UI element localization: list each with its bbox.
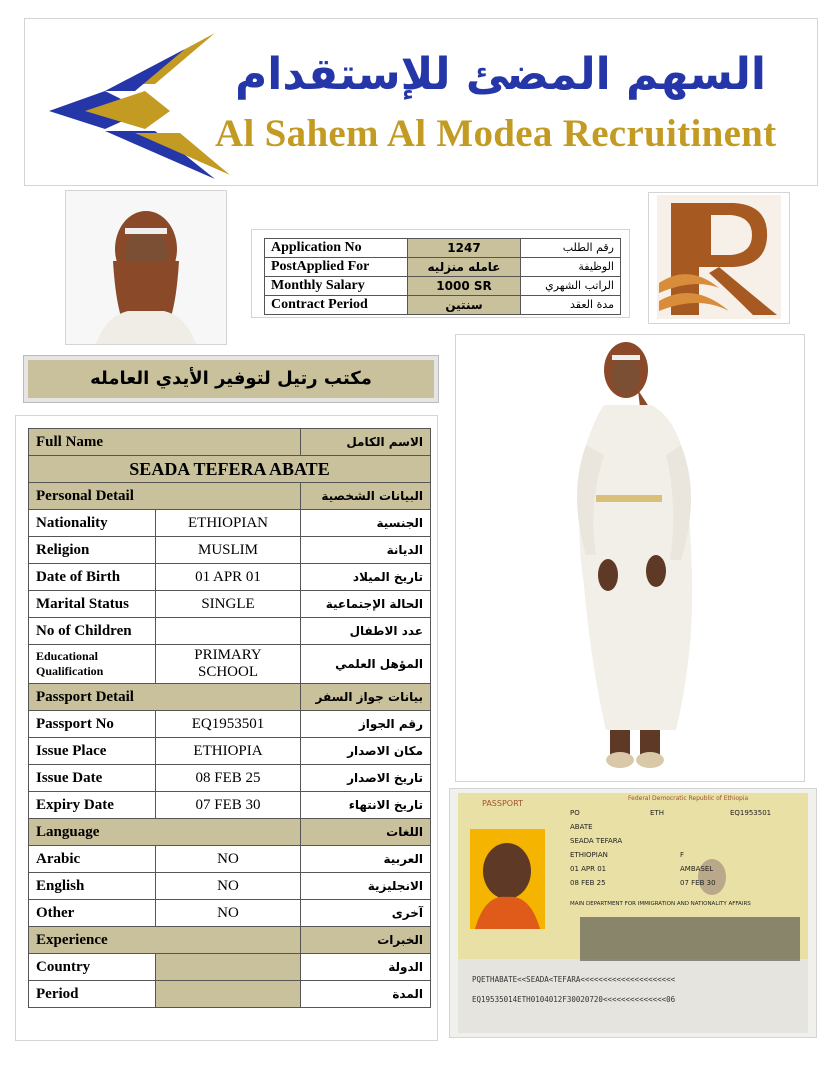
personal-detail-header <box>29 483 431 510</box>
passport-expiry-date: 07 FEB 30 <box>680 879 716 887</box>
passport-no-label: Passport No <box>29 711 156 738</box>
passport-detail-arabic: بيانات جواز السفر <box>301 684 431 711</box>
period-arabic: المدة <box>301 981 431 1008</box>
marital-status-value: SINGLE <box>156 591 301 618</box>
application-no-value: 1247 <box>408 239 521 258</box>
language-header <box>29 819 431 846</box>
personal-detail-label: Personal Detail <box>29 483 301 510</box>
application-info-box <box>251 229 630 318</box>
table-row <box>265 296 621 315</box>
arabic-lang-label: Arabic <box>29 846 156 873</box>
table-row <box>29 954 431 981</box>
language-arabic: اللغات <box>301 819 431 846</box>
application-no-label: Application No <box>265 239 408 258</box>
table-row <box>29 537 431 564</box>
english-lang-value: NO <box>156 873 301 900</box>
experience-header <box>29 927 431 954</box>
marital-status-arabic: الحالة الإجتماعية <box>301 591 431 618</box>
other-lang-arabic: آخرى <box>301 900 431 927</box>
table-row <box>29 510 431 537</box>
swoosh-logo-icon <box>45 29 235 179</box>
portrait-photo <box>65 190 227 345</box>
application-table <box>264 238 621 315</box>
table-row <box>29 645 431 684</box>
header-banner <box>24 18 818 186</box>
religion-arabic: الديانة <box>301 537 431 564</box>
passport-detail-label: Passport Detail <box>29 684 301 711</box>
full-body-image <box>456 335 804 781</box>
passport-nationality: ETHIOPIAN <box>570 851 608 859</box>
contract-period-value: سنتين <box>408 296 521 315</box>
table-row <box>29 981 431 1008</box>
company-name-arabic: السهم المضئ للإستقدام <box>235 49 766 100</box>
english-lang-arabic: الانجليزية <box>301 873 431 900</box>
other-lang-value: NO <box>156 900 301 927</box>
table-row <box>265 277 621 296</box>
marital-status-label: Marital Status <box>29 591 156 618</box>
table-row <box>265 239 621 258</box>
other-lang-label: Other <box>29 900 156 927</box>
portrait-image <box>66 191 226 344</box>
post-applied-label: PostApplied For <box>265 258 408 277</box>
issue-place-value: ETHIOPIA <box>156 738 301 765</box>
experience-label: Experience <box>29 927 301 954</box>
expiry-date-label: Expiry Date <box>29 792 156 819</box>
contract-period-label: Contract Period <box>265 296 408 315</box>
applicant-table <box>28 428 431 1008</box>
issue-date-arabic: تاريخ الاصدار <box>301 765 431 792</box>
passport-detail-header <box>29 684 431 711</box>
religion-value: MUSLIM <box>156 537 301 564</box>
education-arabic: المؤهل العلمي <box>301 645 431 684</box>
passport-dob: 01 APR 01 <box>570 865 607 873</box>
passport-country: Federal Democratic Republic of Ethiopia <box>628 795 749 802</box>
passport-birth-place: AMBASEL <box>680 865 714 873</box>
nationality-label: Nationality <box>29 510 156 537</box>
table-row <box>29 900 431 927</box>
table-row <box>265 258 621 277</box>
period-label: Period <box>29 981 156 1008</box>
country-value <box>156 954 301 981</box>
expiry-date-value: 07 FEB 30 <box>156 792 301 819</box>
period-value <box>156 981 301 1008</box>
passport-mrz-line1: PQETHABATE<<SEADA<TEFARA<<<<<<<<<<<<<<<<<<<<< <box>472 975 676 984</box>
issue-place-label: Issue Place <box>29 738 156 765</box>
issue-place-arabic: مكان الاصدار <box>301 738 431 765</box>
passport-sex: F <box>680 851 685 859</box>
nationality-value: ETHIOPIAN <box>156 510 301 537</box>
table-row <box>29 765 431 792</box>
religion-label: Religion <box>29 537 156 564</box>
passport-surname: ABATE <box>570 823 593 831</box>
experience-arabic: الخبرات <box>301 927 431 954</box>
issue-date-label: Issue Date <box>29 765 156 792</box>
education-label: Educational Qualification <box>29 645 156 684</box>
passport-mrz-line2: EQ19535014ETH0104012F30020720<<<<<<<<<<<<<<06 <box>472 995 676 1004</box>
full-name-label: Full Name <box>29 429 301 456</box>
table-row <box>29 591 431 618</box>
dob-arabic: تاريخ الميلاد <box>301 564 431 591</box>
full-name-value: SEADA TEFERA ABATE <box>29 456 431 483</box>
passport-title: PASSPORT <box>482 799 523 808</box>
application-no-arabic: رقم الطلب <box>521 239 621 258</box>
country-label: Country <box>29 954 156 981</box>
applicant-form <box>15 415 438 1041</box>
language-label: Language <box>29 819 301 846</box>
full-body-photo <box>455 334 805 782</box>
contract-period-arabic: مدة العقد <box>521 296 621 315</box>
passport-type: PO <box>570 809 580 817</box>
table-row <box>29 711 431 738</box>
monthly-salary-arabic: الراتب الشهري <box>521 277 621 296</box>
country-arabic: الدولة <box>301 954 431 981</box>
expiry-date-arabic: تاريخ الانتهاء <box>301 792 431 819</box>
english-lang-label: English <box>29 873 156 900</box>
table-row <box>29 873 431 900</box>
post-applied-arabic: الوظيفة <box>521 258 621 277</box>
children-value <box>156 618 301 645</box>
monthly-salary-value: 1000 SR <box>408 277 521 296</box>
nationality-arabic: الجنسية <box>301 510 431 537</box>
children-arabic: عدد الاطفال <box>301 618 431 645</box>
monthly-salary-label: Monthly Salary <box>265 277 408 296</box>
r-logo-icon <box>649 193 789 323</box>
dob-label: Date of Birth <box>29 564 156 591</box>
education-value: PRIMARY SCHOOL <box>156 645 301 684</box>
agency-name-banner: مكتب رتيل لتوفير الأيدي العامله <box>24 356 438 402</box>
full-name-header-row <box>29 429 431 456</box>
full-name-arabic: الاسم الكامل <box>301 429 431 456</box>
passport-code: ETH <box>650 809 664 817</box>
children-label: No of Children <box>29 618 156 645</box>
passport-issue-date: 08 FEB 25 <box>570 879 606 887</box>
table-row <box>29 618 431 645</box>
dob-value: 01 APR 01 <box>156 564 301 591</box>
passport-no-value: EQ1953501 <box>156 711 301 738</box>
arabic-lang-arabic: العربية <box>301 846 431 873</box>
table-row <box>29 792 431 819</box>
passport-authority: MAIN DEPARTMENT FOR IMMIGRATION AND NATIONALITY AFFAIRS <box>570 901 751 907</box>
passport-number: EQ1953501 <box>730 809 772 817</box>
personal-detail-arabic: البيانات الشخصية <box>301 483 431 510</box>
arabic-lang-value: NO <box>156 846 301 873</box>
post-applied-value: عامله منزليه <box>408 258 521 277</box>
passport-scan <box>449 788 817 1038</box>
table-row <box>29 738 431 765</box>
table-row <box>29 846 431 873</box>
table-row <box>29 564 431 591</box>
company-name-english: Al Sahem Al Modea Recruitinent <box>215 112 777 155</box>
full-name-row <box>29 456 431 483</box>
agency-r-logo <box>648 192 790 324</box>
passport-no-arabic: رقم الجواز <box>301 711 431 738</box>
passport-given-names: SEADA TEFARA <box>570 837 623 845</box>
issue-date-value: 08 FEB 25 <box>156 765 301 792</box>
